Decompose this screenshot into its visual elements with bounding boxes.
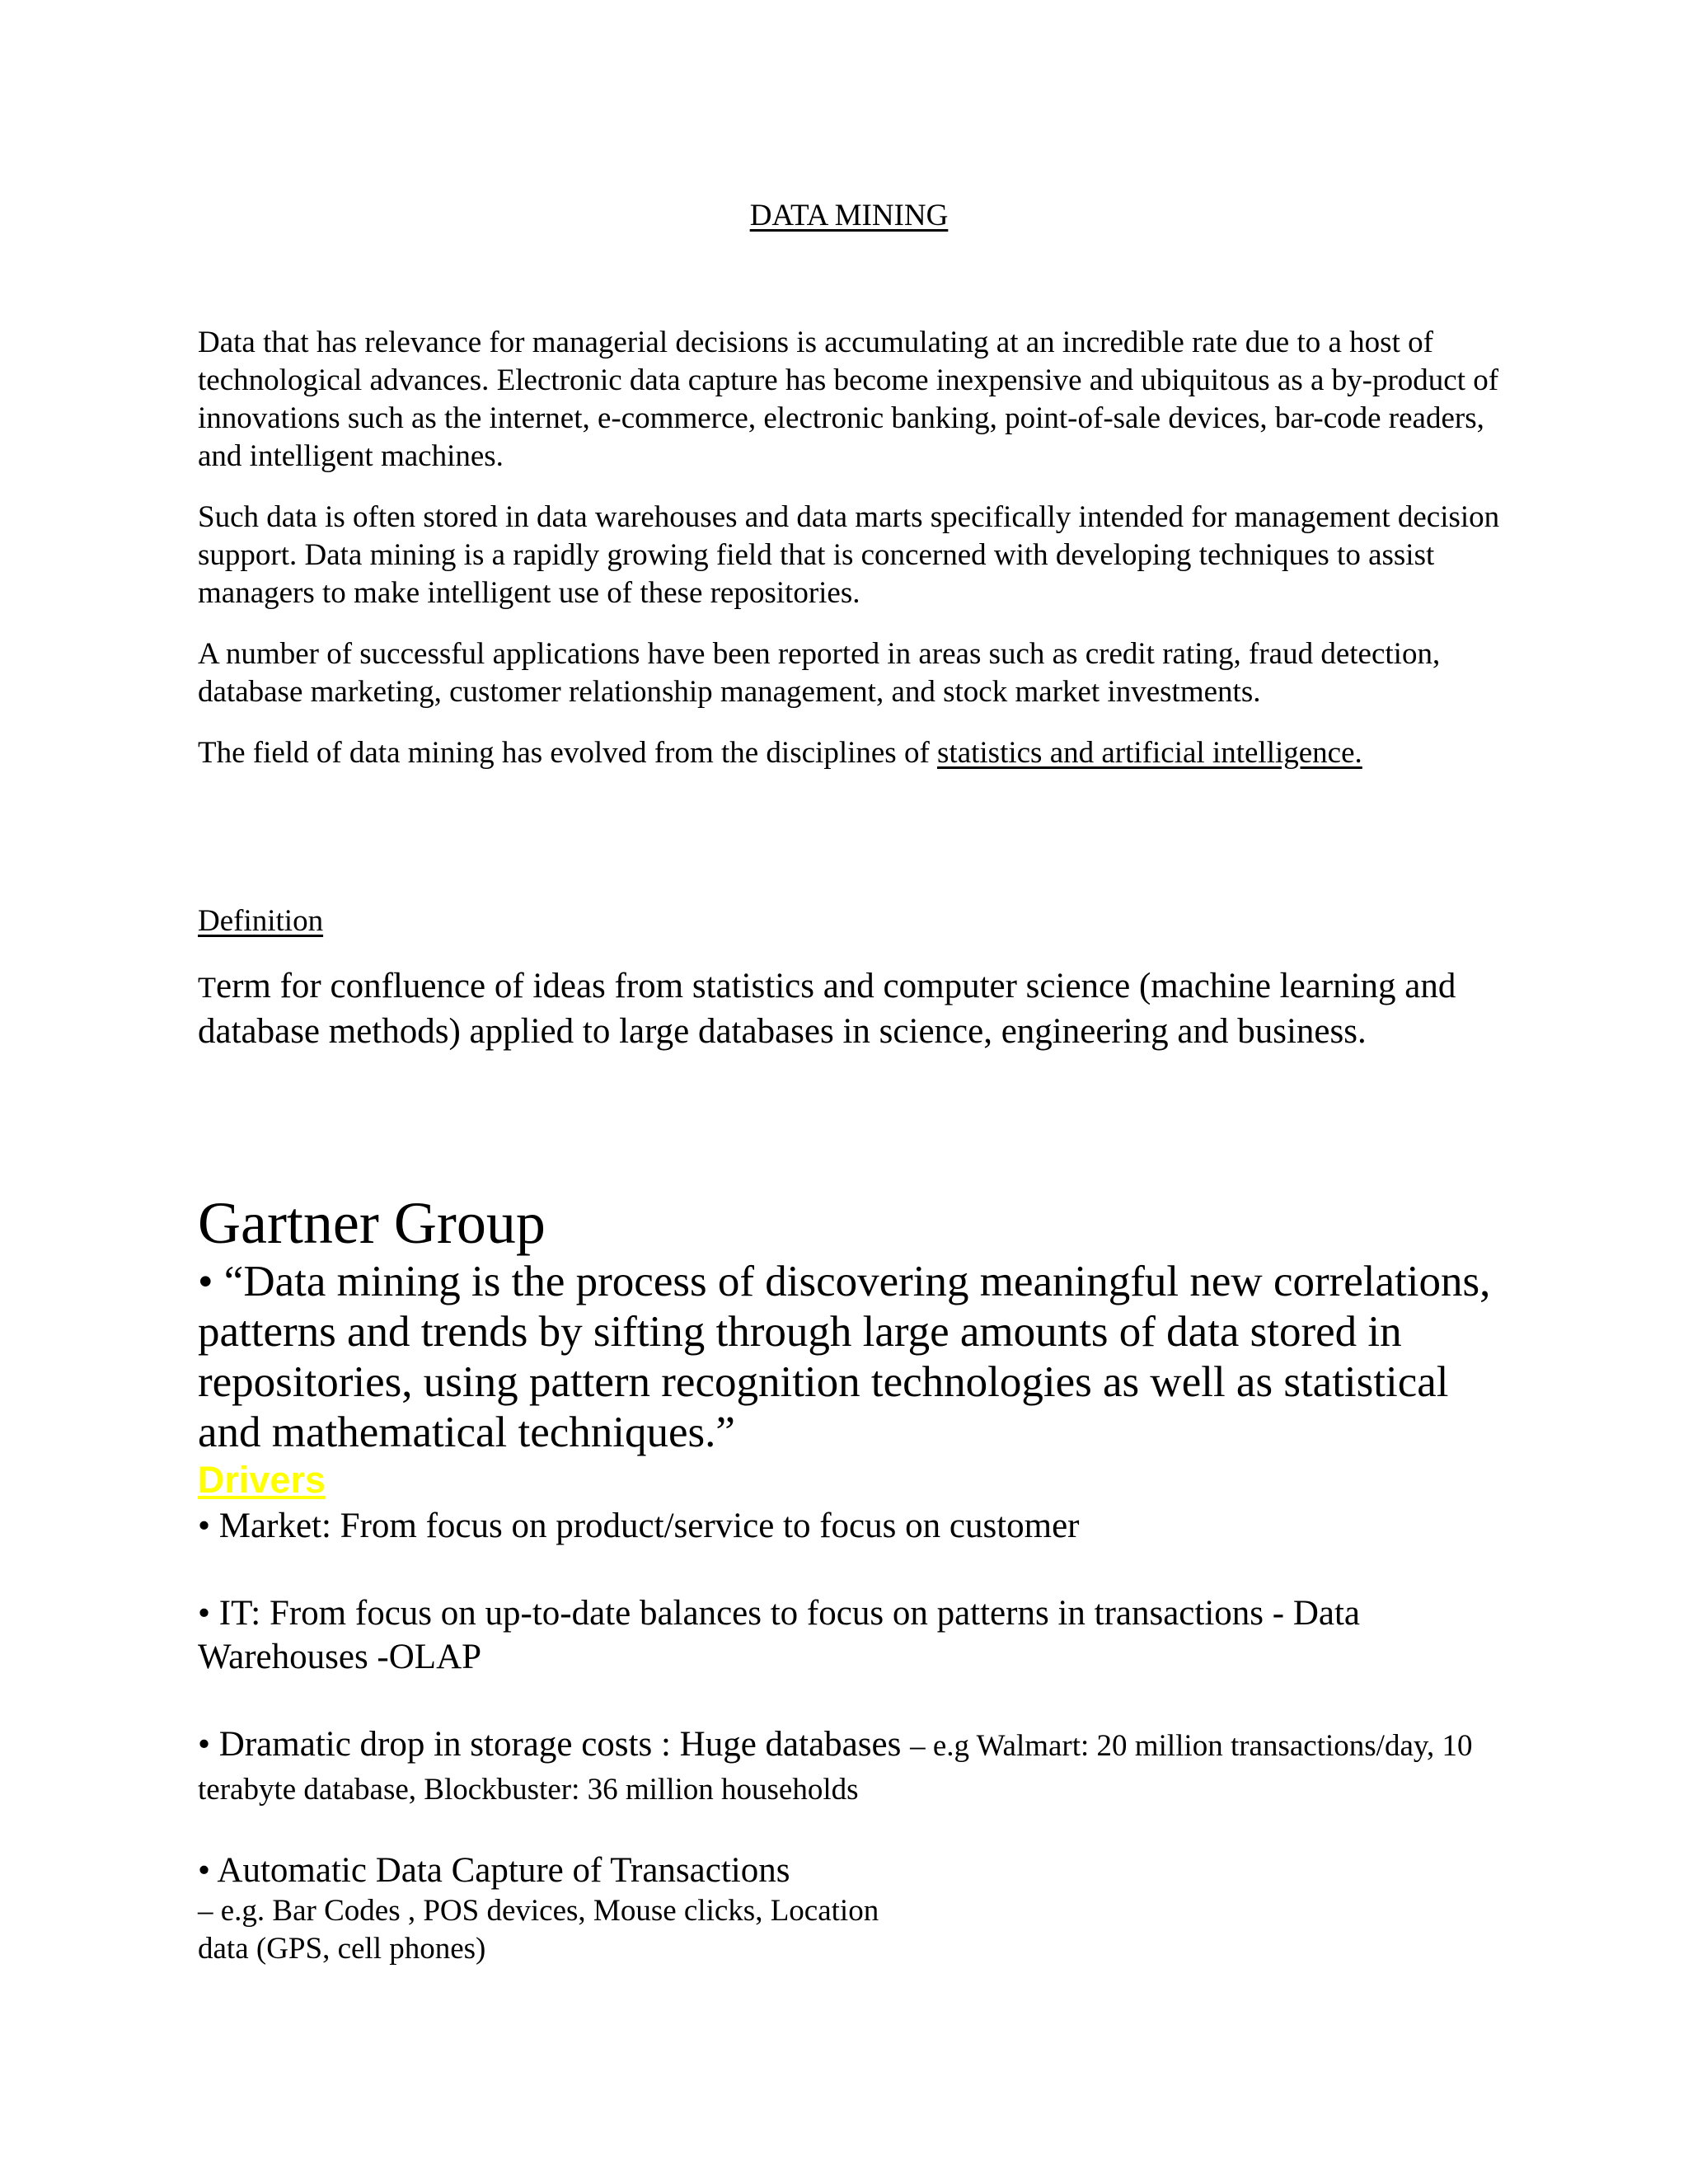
disciplines-link-text: statistics and artificial intelligence. bbox=[937, 736, 1362, 770]
intro-paragraph-4-text: The field of data mining has evolved from the disciplines of bbox=[198, 736, 938, 770]
driver-item-capture bbox=[198, 1849, 1533, 1968]
driver-item-storage bbox=[198, 1722, 1533, 1810]
driver-capture-detail-1: – e.g. Bar Codes , POS devices, Mouse clicks, Location bbox=[198, 1894, 879, 1928]
intro-paragraph-1: Data that has relevance for managerial decisions is accumulating at an incredible rate due to a host of technological advances. Electronic data capture has become inexpensive and ubiquitous as a by-product of innovations such as the internet, e-commerce, electronic banking, point-of-sale devices, bar-code readers, and intelligent machines. bbox=[198, 326, 1499, 473]
driver-storage-detail: – e.g Walmart: 20 million transactions/day, 10 terabyte database, Blockbuster: 36 million households bbox=[198, 1729, 1473, 1807]
definition-heading: Definition bbox=[198, 904, 324, 938]
definition-first-letter: T bbox=[198, 971, 216, 1004]
driver-item-market: • Market: From focus on product/service to focus on customer bbox=[198, 1507, 1080, 1545]
gartner-quote: • “Data mining is the process of discovering meaningful new correlations, patterns and trends by sifting through large amounts of data stored in repositories, using pattern recognition technologies as well as statistical and mathematical techniques.” bbox=[198, 1258, 1491, 1456]
intro-paragraph-4 bbox=[198, 734, 1500, 772]
intro-paragraph-3: A number of successful applications have been reported in areas such as credit rating, fraud detection, database marketing, customer relationship management, and stock market investments. bbox=[198, 637, 1441, 709]
intro-paragraph-2: Such data is often stored in data warehouses and data marts specifically intended for management decision support. Data mining is a rapidly growing field that is concerned with developing techniques to assist managers to make intelligent use of these repositories. bbox=[198, 500, 1500, 610]
intro-section bbox=[198, 324, 1500, 795]
page-title: DATA MINING bbox=[749, 199, 949, 232]
driver-item-it: • IT: From focus on up-to-date balances to focus on patterns in transactions - Data Warehouses -OLAP bbox=[198, 1594, 1361, 1676]
driver-storage-main: • Dramatic drop in storage costs : Huge databases bbox=[198, 1725, 911, 1764]
gartner-heading: Gartner Group bbox=[198, 1190, 546, 1256]
definition-body bbox=[198, 964, 1500, 1053]
definition-text: erm for confluence of ideas from statistics and computer science (machine learning and database methods) applied to large databases in science, engineering and business. bbox=[198, 967, 1456, 1051]
driver-capture-detail-2: data (GPS, cell phones) bbox=[198, 1932, 486, 1966]
driver-capture-main: • Automatic Data Capture of Transactions bbox=[198, 1851, 790, 1890]
drivers-heading: Drivers bbox=[198, 1459, 326, 1501]
